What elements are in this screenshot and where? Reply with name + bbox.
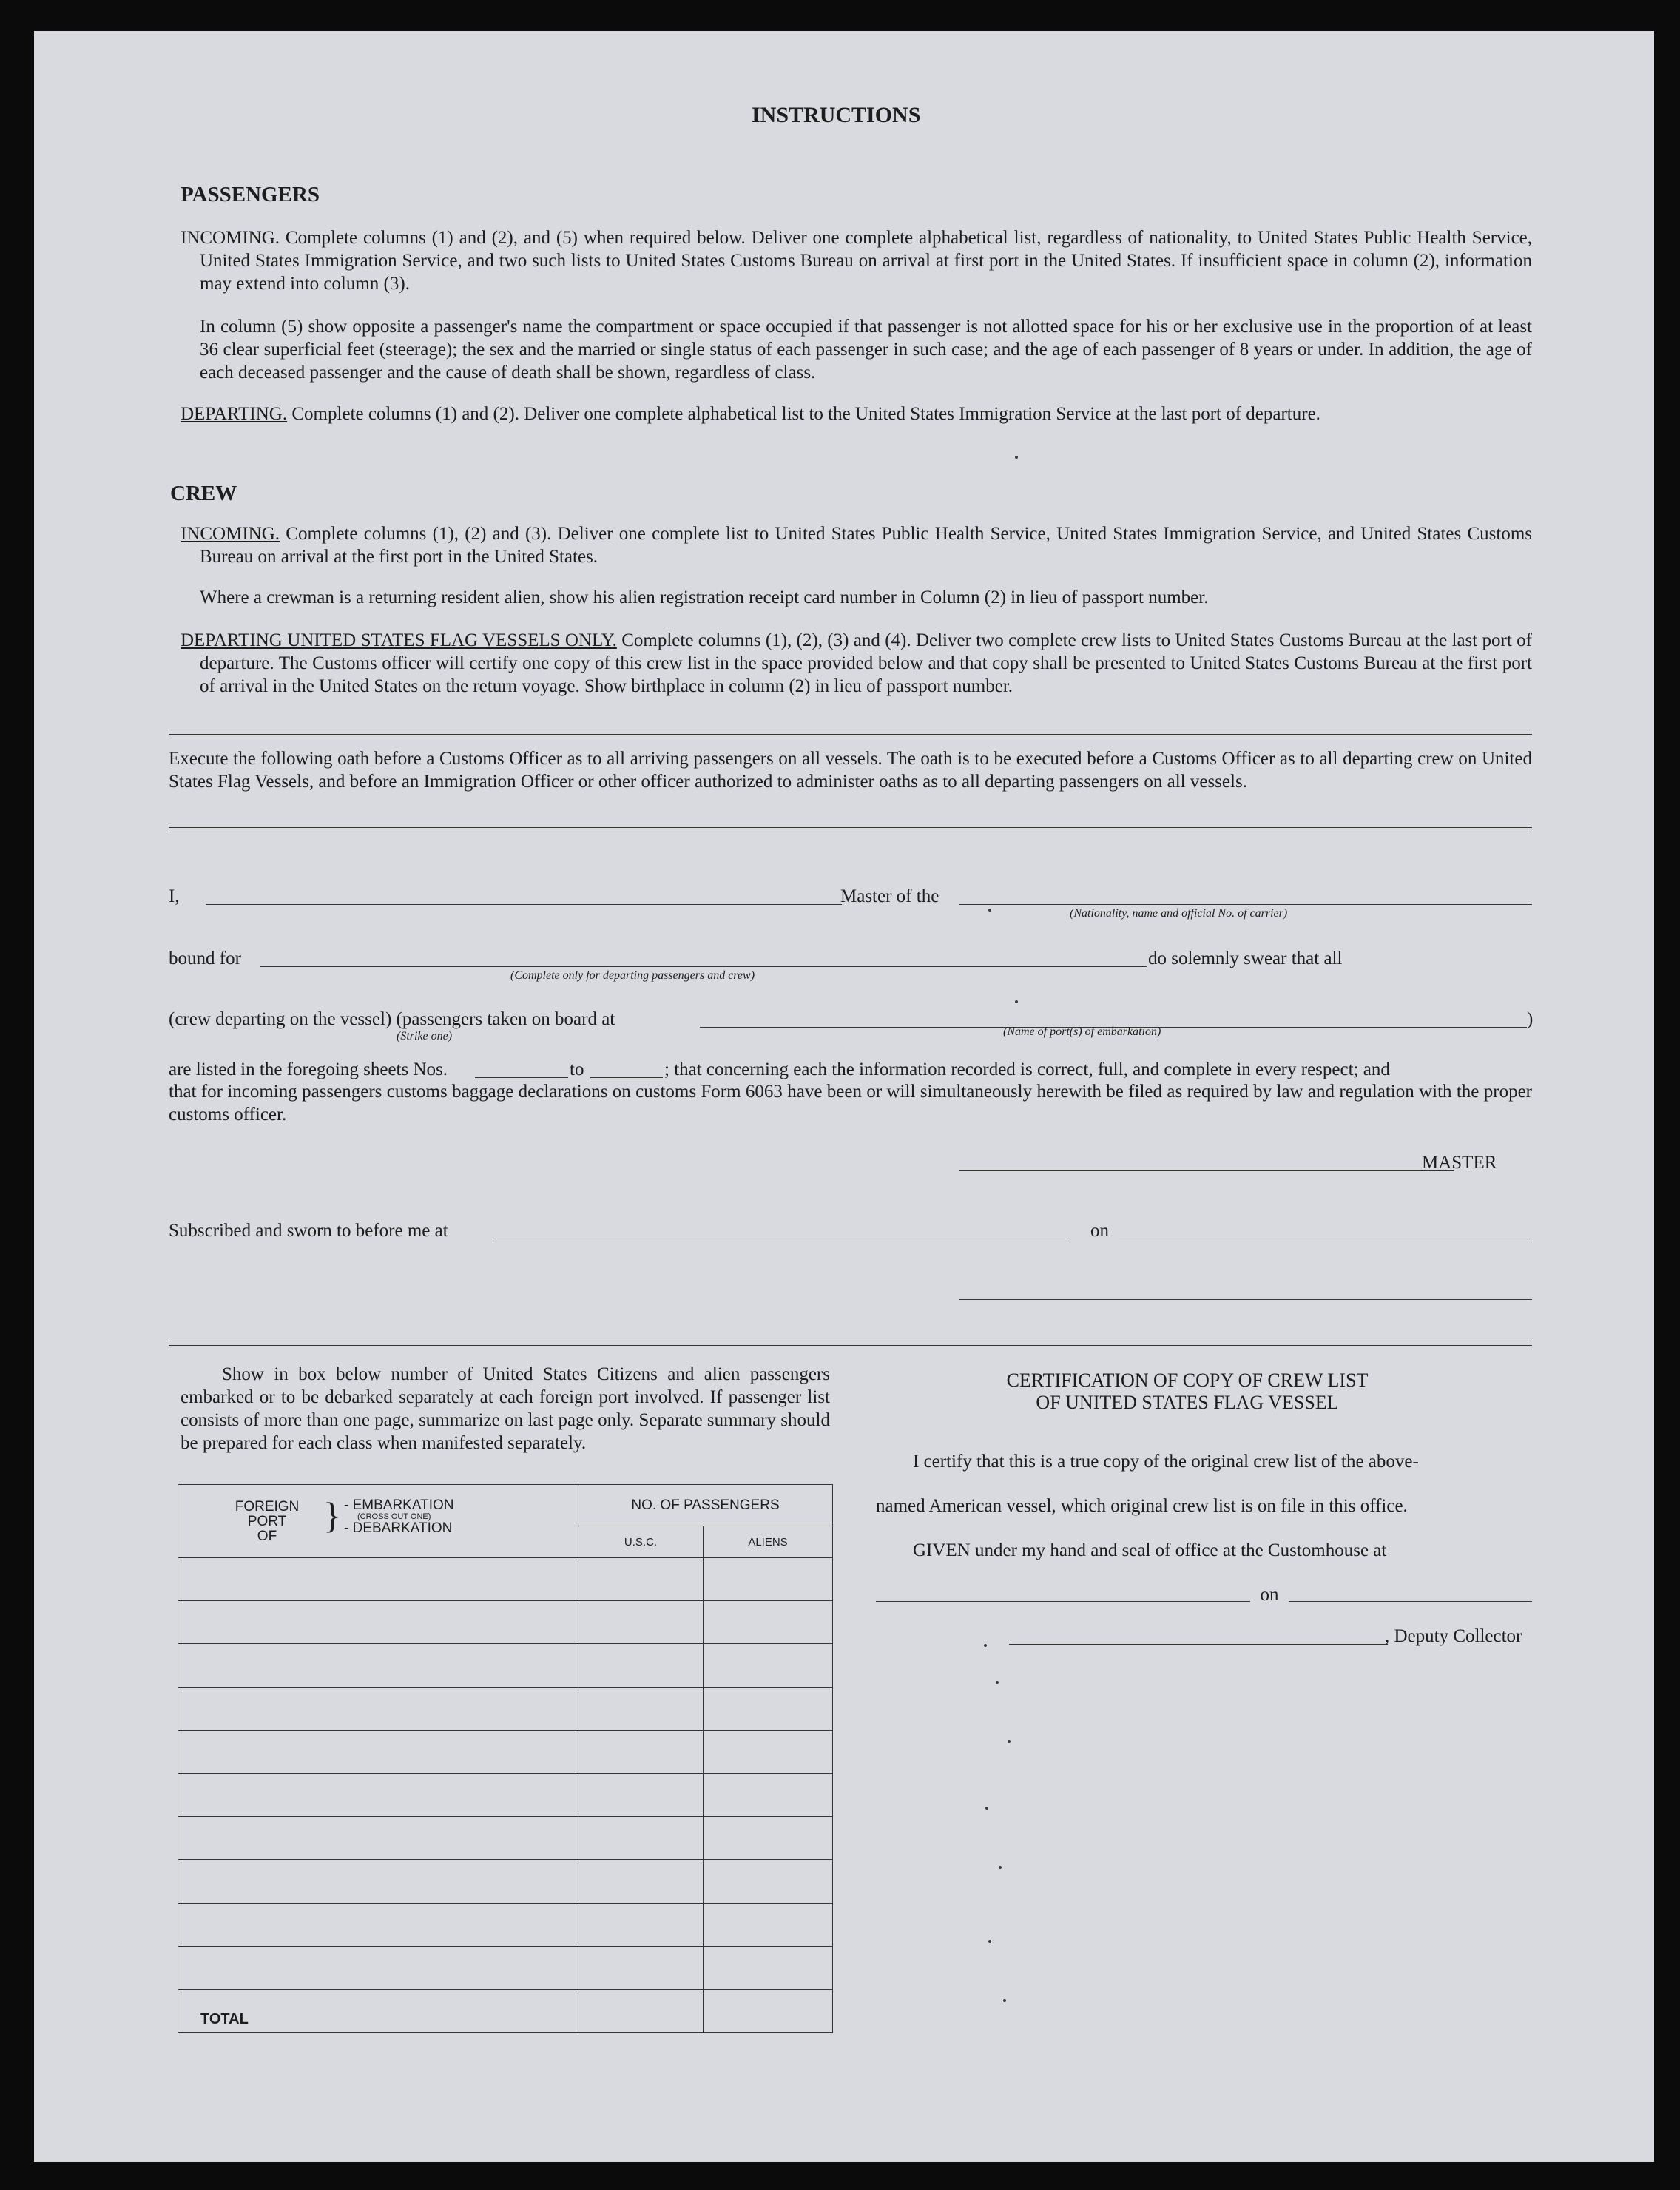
scan-speck [1015,1000,1018,1003]
usc-cell[interactable] [578,1601,704,1644]
customhouse-line[interactable] [876,1601,1250,1602]
ports-hint: (Name of port(s) of embarkation) [1003,1025,1161,1038]
crew-heading: CREW [170,482,237,505]
carrier-line[interactable] [959,904,1532,905]
aliens-cell[interactable] [704,1644,833,1687]
aliens-cell[interactable] [704,1903,833,1946]
table-row [178,1644,833,1687]
port-cell[interactable] [178,1860,578,1903]
port-cell[interactable] [178,1644,578,1687]
usc-cell[interactable] [578,1817,704,1860]
double-rule [169,827,1532,832]
table-row [178,1687,833,1730]
table-row [178,1601,833,1644]
oath-instructions: Execute the following oath before a Customs Officer as to all arriving passengers on all vessels. The oath is to be executed before a Customs Officer as to all departing crew on United States Flag Vessels, and before an Immigration Officer or other officer authorized to administer oaths as to all departing passengers on all vessels. [169,749,1532,792]
passengers-incoming-label: INCOMING. [181,228,280,248]
certification-on-label: on [1260,1585,1279,1605]
port-cell[interactable] [178,1903,578,1946]
table-row [178,1773,833,1816]
strike-one-hint: (Strike one) [397,1030,453,1042]
passengers-departing-paragraph [181,402,1532,425]
usc-cell[interactable] [578,1947,704,1989]
crew-incoming-text: Complete columns (1), (2) and (3). Deliver one complete list to United States Public Health Service, United States Immigration Service, and United States Customs Bureau on arrival at the first port in the United States. [200,524,1533,567]
aliens-cell[interactable] [704,1817,833,1860]
aliens-cell[interactable] [704,1860,833,1903]
scan-speck [1003,1999,1006,2002]
crew-departing-label: DEPARTING UNITED STATES FLAG VESSELS ONLY. [181,630,617,650]
embarkation-label: - EMBARKATION [344,1497,454,1513]
embark-debark-label [344,1498,454,1536]
officer-signature-line[interactable] [959,1299,1532,1300]
usc-cell[interactable] [578,1773,704,1816]
usc-header: U.S.C. [578,1526,704,1557]
listed-text-a: are listed in the foregoing sheets Nos. [169,1059,448,1079]
listed-text-b: ; that concerning each the information recorded is correct, full, and complete in every respect; and [664,1059,1390,1079]
scan-speck [984,1644,987,1647]
certification-date-line[interactable] [1289,1601,1532,1602]
table-row [178,1860,833,1903]
port-cell[interactable] [178,1773,578,1816]
port-cell[interactable] [178,1557,578,1600]
deputy-collector-label: , Deputy Collector [1385,1626,1522,1646]
scan-speck [985,1807,988,1810]
usc-cell[interactable] [578,1903,704,1946]
passengers-heading: PASSENGERS [181,183,320,206]
scan-speck [988,909,991,912]
given-text: GIVEN under my hand and seal of office at the Customhouse at [913,1540,1387,1560]
certification-title-1: CERTIFICATION OF COPY OF CREW LIST [1006,1369,1369,1391]
certify-line-2: named American vessel, which original crew list is on file in this office. [876,1496,1408,1516]
passengers-departing-label: DEPARTING. [181,404,288,424]
passengers-column5-paragraph: In column (5) show opposite a passenger's name the compartment or space occupied if that passenger is not allotted space for his or her exclusive use in the proportion of at least 36 clear superficial feet (steerage); the sex and the married or single status of each passenger in such case; and the age of each passenger of 8 years or under. In addition, the age of each deceased passenger and the cause of death shall be shown, regardless of class. [200,317,1532,383]
certification-title-2: OF UNITED STATES FLAG VESSEL [1036,1392,1339,1413]
cross-out-label: (CROSS OUT ONE) [357,1512,431,1521]
bound-for-label: bound for [169,949,241,968]
bound-for-hint: (Complete only for departing passengers and crew) [510,969,755,982]
table-row [178,1947,833,1989]
foreign-label: FOREIGN [235,1499,300,1515]
foreign-port-of-label [215,1500,319,1544]
aliens-cell[interactable] [704,1773,833,1816]
port-cell[interactable] [178,1601,578,1644]
crew-incoming-paragraph [181,522,1533,568]
usc-cell[interactable] [578,1860,704,1903]
scan-speck [1008,1740,1011,1743]
scan-speck [996,1681,999,1684]
passengers-incoming-paragraph [181,226,1533,295]
table-row [178,1557,833,1600]
aliens-total-cell[interactable] [704,1989,833,2032]
table-row [178,1817,833,1860]
double-rule [169,1341,1532,1346]
master-name-line[interactable] [206,904,842,905]
port-cell[interactable] [178,1687,578,1730]
aliens-cell[interactable] [704,1601,833,1644]
bound-for-line[interactable] [260,966,1147,967]
port-cell[interactable] [178,1731,578,1773]
close-paren: ) [1527,1009,1534,1029]
total-row [178,1989,833,2032]
master-signature-line[interactable] [959,1170,1454,1171]
crew-departing-text: Complete columns (1), (2), (3) and (4). Deliver two complete crew lists to United States Customs Bureau at the last port of departure. The Customs officer will certify one copy of this crew list in the space provided below and that copy shall be presented to United States Customs Bureau at the first port of arrival in the United States on the return voyage. Show birthplace in column (2) in lieu of passport number. [200,630,1532,696]
scan-speck [988,1940,991,1943]
port-cell[interactable] [178,1817,578,1860]
listed-to-label: to [570,1059,584,1079]
usc-cell[interactable] [578,1731,704,1773]
total-label: TOTAL [178,1989,578,2032]
master-label: MASTER [1422,1153,1497,1173]
certify-line-1: I certify that this is a true copy of the original crew list of the above- [913,1452,1419,1472]
subscribed-on-label: on [1090,1221,1109,1241]
brace-glyph: } [323,1495,341,1536]
master-of-label: Master of the [840,886,939,906]
listed-text-rest: that for incoming passengers customs baggage declarations on customs Form 6063 have been or will simultaneously herewith be filed as required by law and regulation with the proper customs officer. [169,1082,1532,1125]
port-cell[interactable] [178,1947,578,1989]
passengers-incoming-text: Complete columns (1) and (2), and (5) when required below. Deliver one complete alphabetical list, regardless of nationality, to United States Public Health Service, United States Immigration Service, and two such lists to United States Customs Bureau on arrival at first port in the United States. If insufficient space in column (2), information may extend into column (3). [200,228,1533,294]
crew-resident-text: Where a crewman is a returning resident alien, show his alien registration receipt card number in Column (2) in lieu of passport number. [200,587,1209,607]
aliens-cell[interactable] [704,1557,833,1600]
crew-departing-text: (crew departing on the vessel) (passengers taken on board at [169,1009,615,1029]
passenger-summary-table [178,1484,833,2033]
scan-speck [999,1866,1002,1869]
usc-cell[interactable] [578,1644,704,1687]
aliens-cell[interactable] [704,1687,833,1730]
passengers-departing-text: Complete columns (1) and (2). Deliver one complete alphabetical list to the United States Immigration Service at the last port of departure. [291,404,1320,424]
subscribed-text: Subscribed and sworn to before me at [169,1221,448,1241]
usc-cell[interactable] [578,1557,704,1600]
of-label: OF [257,1529,277,1544]
swear-text: do solemnly swear that all [1148,949,1343,968]
crew-incoming-label: INCOMING. [181,524,280,544]
page-title: INSTRUCTIONS [752,103,921,127]
debarkation-label: - DEBARKATION [344,1520,453,1536]
port-label: PORT [247,1514,287,1529]
no-passengers-header: NO. OF PASSENGERS [578,1485,833,1526]
sheet-from-line[interactable] [475,1077,568,1078]
crew-departing-paragraph [181,629,1532,698]
aliens-cell[interactable] [704,1947,833,1989]
carrier-hint: (Nationality, name and official No. of carrier) [1070,907,1288,920]
deputy-collector-line[interactable] [1009,1644,1388,1645]
usc-cell[interactable] [578,1687,704,1730]
summary-text: Show in box below number of United States Citizens and alien passengers embarked or to be debarked separately at each foreign port involved. If passenger list consists of more than one page, summarize on last page only. Separate summary should be prepared for each class when manifested separately. [181,1364,830,1453]
aliens-header: ALIENS [704,1526,833,1557]
aliens-cell[interactable] [704,1731,833,1773]
double-rule [169,730,1532,735]
usc-total-cell[interactable] [578,1989,704,2032]
form-page [34,31,1654,2162]
scan-speck [1015,456,1018,459]
oath-i-label: I, [169,886,180,906]
table-row [178,1731,833,1773]
sheet-to-line[interactable] [590,1077,663,1078]
table-row [178,1903,833,1946]
port-header-cell [178,1485,578,1558]
